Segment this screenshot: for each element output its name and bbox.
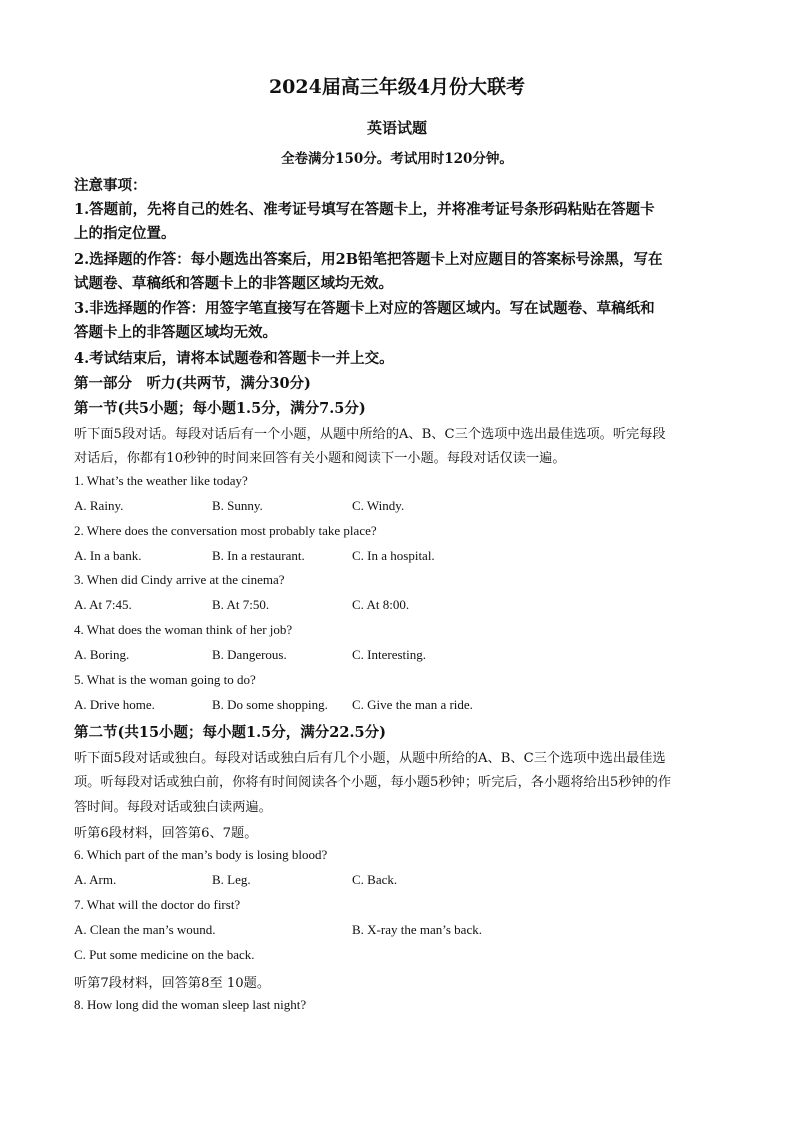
exam-meta: 全卷满分150分。考试用时120分钟。 xyxy=(281,151,513,167)
section1-heading: 第一节(共5小题；每小题1.5分，满分7.5分) xyxy=(74,400,366,417)
option-c: C. Put some medicine on the back. xyxy=(74,947,255,962)
option-c: C. Interesting. xyxy=(352,647,427,662)
option-c: C. At 8:00. xyxy=(352,597,410,612)
question-1: 1. What’s the weather like today? xyxy=(74,473,248,488)
section2-heading: 第二节(共15小题；每小题1.5分，满分22.5分) xyxy=(74,724,386,741)
option-b: B. X-ray the man’s back. xyxy=(352,922,482,937)
notice-line: 答题卡上的非答题区域均无效。 xyxy=(74,324,277,341)
exam-title: 2024届高三年级4月份大联考 xyxy=(268,76,526,98)
question-5: 5. What is the woman going to do? xyxy=(74,672,256,687)
question-6: 6. Which part of the man’s body is losing blood? xyxy=(74,847,328,862)
subject-title: 英语试题 xyxy=(366,119,427,137)
section1-instruction: 对话后，你都有10秒钟的时间来回答有关小题和阅读下一小题。每段对话仅读一遍。 xyxy=(74,451,566,466)
option-c: C. Back. xyxy=(352,872,398,887)
option-a: A. Rainy. xyxy=(74,498,124,513)
section2-instruction: 听下面5段对话或独白。每段对话或独白后有几个小题，从题中所给的A、B、C三个选项中选出最佳选 xyxy=(74,751,666,766)
option-a: A. Drive home. xyxy=(74,697,155,712)
option-b: B. In a restaurant. xyxy=(212,548,305,563)
question-8: 8. How long did the woman sleep last night? xyxy=(74,997,307,1012)
option-b: B. Sunny. xyxy=(212,498,263,513)
section2-instruction: 答时间。每段对话或独白读两遍。 xyxy=(74,800,272,815)
notice-line: 3.非选择题的作答：用签字笔直接写在答题卡上对应的答题区域内。写在试题卷、草稿纸和 xyxy=(74,300,655,317)
option-a: A. Clean the man’s wound. xyxy=(74,922,216,937)
option-a: A. At 7:45. xyxy=(74,597,132,612)
option-b: B. Dangerous. xyxy=(212,647,287,662)
option-b: B. Do some shopping. xyxy=(212,697,328,712)
question-2: 2. Where does the conversation most probably take place? xyxy=(74,523,377,538)
part1-heading: 第一部分 听力(共两节，满分30分) xyxy=(74,375,311,392)
option-a: A. Boring. xyxy=(74,647,130,662)
material-7-note: 听第7段材料，回答第8至 10题。 xyxy=(74,976,271,991)
section1-instruction: 听下面5段对话。每段对话后有一个小题，从题中所给的A、B、C三个选项中选出最佳选项。听完每段 xyxy=(74,427,666,442)
option-c: C. Give the man a ride. xyxy=(352,697,473,712)
option-b: B. Leg. xyxy=(212,872,251,887)
question-3: 3. When did Cindy arrive at the cinema? xyxy=(74,572,285,587)
option-a: A. Arm. xyxy=(74,872,117,887)
option-b: B. At 7:50. xyxy=(212,597,270,612)
notice-line: 试题卷、草稿纸和答题卡上的非答题区域均无效。 xyxy=(74,275,393,292)
section2-instruction: 项。听每段对话或独白前，你将有时间阅读各个小题，每小题5秒钟；听完后，各小题将给出5秒钟的作 xyxy=(74,775,672,790)
question-4: 4. What does the woman think of her job? xyxy=(74,622,293,637)
notice-line: 上的指定位置。 xyxy=(74,225,176,242)
option-a: A. In a bank. xyxy=(74,548,142,563)
material-6-note: 听第6段材料，回答第6、7题。 xyxy=(74,826,258,841)
notice-line: 4.考试结束后，请将本试题卷和答题卡一并上交。 xyxy=(74,350,394,367)
notice-line: 1.答题前，先将自己的姓名、准考证号填写在答题卡上，并将准考证号条形码粘贴在答题卡 xyxy=(74,201,655,218)
notice-heading: 注意事项： xyxy=(74,177,147,194)
option-c: C. In a hospital. xyxy=(352,548,435,563)
option-c: C. Windy. xyxy=(352,498,405,513)
notice-line: 2.选择题的作答：每小题选出答案后，用2B铅笔把答题卡上对应题目的答案标号涂黑，写在 xyxy=(74,251,663,268)
question-7: 7. What will the doctor do first? xyxy=(74,897,241,912)
